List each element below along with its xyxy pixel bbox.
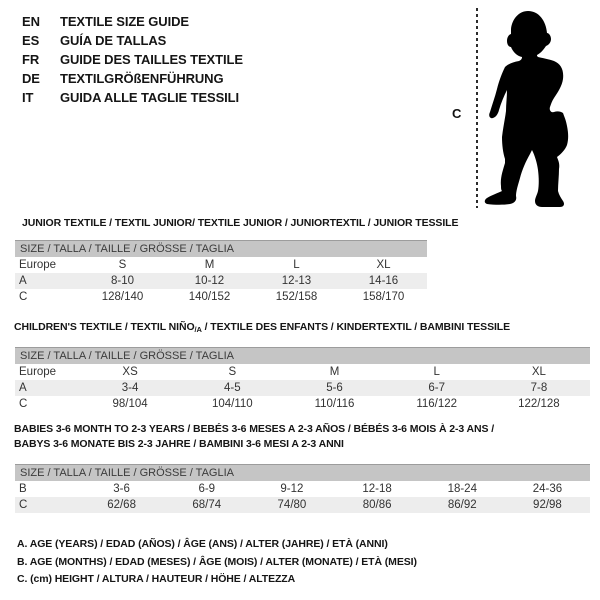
children-title-sub: /A: [194, 325, 202, 334]
table-row-age: [15, 273, 427, 289]
table-cell: L: [293, 259, 300, 271]
height-dotted-line: [476, 8, 478, 208]
table-cell: 10-12: [194, 275, 225, 287]
table-cell: M: [329, 366, 340, 378]
babies-title-line1: BABIES 3-6 MONTH TO 2-3 YEARS / BEBÉS 3-6 MESES A 2-3 AÑOS / BÉBÉS 3-6 MOIS À 2-3 ANS /: [14, 423, 495, 435]
babies-table-title: [14, 422, 494, 452]
table-row-europe: [15, 364, 590, 380]
language-code: IT: [22, 90, 34, 105]
children-table-title: [14, 321, 510, 334]
table-cell: 62/68: [107, 499, 136, 511]
table-cell: 14-16: [368, 275, 399, 287]
table-cell: 152/158: [275, 291, 318, 303]
table-cell: 4-5: [223, 382, 241, 394]
table-cell: 158/170: [362, 291, 405, 303]
table-cell: A: [19, 382, 27, 394]
table-cell: Europe: [19, 366, 57, 378]
table-cell: 6-7: [428, 382, 446, 394]
junior-size-table: [15, 240, 427, 305]
table-cell: C: [19, 499, 28, 511]
babies-size-table: [15, 464, 590, 513]
table-cell: 140/152: [188, 291, 231, 303]
table-row-europe: [15, 257, 427, 273]
language-title: TEXTILE SIZE GUIDE: [60, 14, 189, 29]
table-row-height: [15, 497, 590, 513]
children-title-post: / TEXTILE DES ENFANTS / KINDERTEXTIL / BAMBINI TESSILE: [201, 321, 511, 333]
size-header: SIZE / TALLA / TAILLE / GRÖSSE / TAGLIA: [15, 347, 590, 364]
table-cell: 12-13: [281, 275, 312, 287]
legend-notes: [17, 536, 417, 589]
language-row-it: [22, 88, 243, 107]
height-label-c: C: [452, 106, 462, 121]
table-cell: 110/116: [314, 398, 355, 410]
table-cell: 7-8: [530, 382, 548, 394]
language-code: ES: [22, 33, 40, 48]
table-row-age: [15, 380, 590, 396]
table-cell: C: [19, 291, 28, 303]
table-cell: 104/110: [211, 398, 253, 410]
legend-note-b: B. AGE (MONTHS) / EDAD (MESES) / ÂGE (MOIS) / ALTER (MONATE) / ETÀ (MESI): [17, 555, 417, 568]
table-cell: 98/104: [112, 398, 148, 410]
table-cell: 3-4: [121, 382, 139, 394]
language-list: [22, 12, 243, 107]
language-title: GUIDE DES TAILLES TEXTILE: [60, 52, 243, 67]
legend-note-c: C. (cm) HEIGHT / ALTURA / HAUTEUR / HÖHE / ALTEZZA: [17, 573, 296, 585]
table-row-height: [15, 396, 590, 412]
table-cell: B: [19, 483, 27, 495]
language-title: GUÍA DE TALLAS: [60, 33, 167, 48]
table-cell: A: [19, 275, 27, 287]
table-cell: 122/128: [518, 398, 560, 410]
table-cell: XS: [122, 366, 138, 378]
language-row-de: [22, 69, 243, 88]
table-cell: 3-6: [113, 483, 130, 495]
table-cell: S: [228, 366, 237, 378]
table-cell: 8-10: [110, 275, 135, 287]
size-header: SIZE / TALLA / TAILLE / GRÖSSE / TAGLIA: [15, 240, 427, 257]
table-cell: C: [19, 398, 28, 410]
table-cell: 5-6: [326, 382, 343, 394]
table-cell: 6-9: [198, 483, 216, 495]
language-code: DE: [22, 71, 40, 86]
language-code: FR: [22, 52, 40, 67]
baby-silhouette-icon: [480, 0, 600, 215]
junior-table-title: JUNIOR TEXTILE / TEXTIL JUNIOR/ TEXTILE JUNIOR / JUNIORTEXTIL / JUNIOR TESSILE: [22, 217, 459, 229]
table-row-height: [15, 289, 427, 305]
babies-title-line2: BABYS 3-6 MONATE BIS 2-3 JAHRE / BAMBINI 3-6 MESI A 2-3 ANNI: [14, 438, 344, 450]
table-cell: 116/122: [416, 398, 458, 410]
language-row-es: [22, 31, 243, 50]
legend-note-a: A. AGE (YEARS) / EDAD (AÑOS) / ÂGE (ANS) / ALTER (JAHRE) / ETÀ (ANNI): [17, 538, 388, 550]
table-row-months: [15, 481, 590, 497]
children-title-pre: CHILDREN'S TEXTILE / TEXTIL NIÑO: [14, 321, 195, 333]
language-code: EN: [22, 14, 40, 29]
table-cell: 9-12: [280, 483, 304, 495]
language-title: TEXTILGRÖßENFÜHRUNG: [60, 71, 224, 86]
table-cell: 128/140: [101, 291, 144, 303]
size-header: SIZE / TALLA / TAILLE / GRÖSSE / TAGLIA: [15, 464, 590, 481]
children-size-table: [15, 347, 590, 412]
table-cell: 80/86: [362, 499, 392, 511]
table-cell: 86/92: [447, 499, 477, 511]
language-row-en: [22, 12, 243, 31]
table-cell: 68/74: [192, 499, 222, 511]
language-title: GUIDA ALLE TAGLIE TESSILI: [60, 90, 240, 105]
language-row-fr: [22, 50, 243, 69]
table-cell: 74/80: [277, 499, 307, 511]
table-cell: 24-36: [532, 483, 563, 495]
table-cell: Europe: [19, 259, 57, 271]
table-cell: L: [433, 366, 440, 378]
table-cell: XL: [531, 366, 546, 378]
table-cell: 12-18: [362, 483, 392, 495]
table-cell: XL: [376, 259, 391, 271]
table-cell: M: [204, 259, 215, 271]
table-cell: 18-24: [447, 483, 477, 495]
table-cell: 92/98: [533, 499, 562, 511]
table-cell: S: [118, 259, 127, 271]
